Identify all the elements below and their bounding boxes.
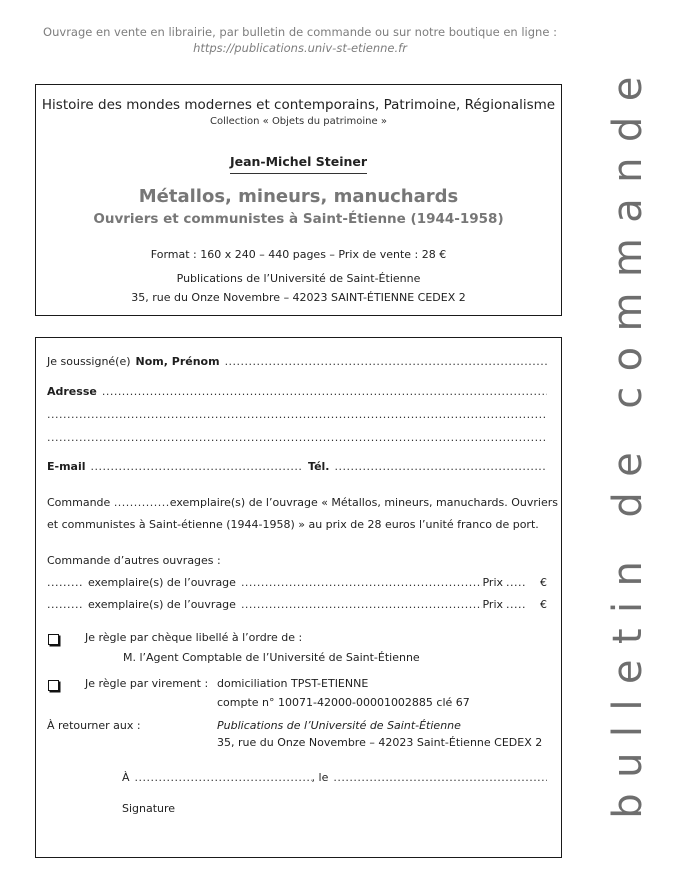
publisher-name: Publications de l’Université de Saint-Étienne bbox=[176, 272, 421, 285]
phone-field[interactable] bbox=[334, 460, 547, 473]
return-publisher: Publications de l’Université de Saint-Étienne bbox=[217, 719, 461, 732]
transfer-checkbox[interactable] bbox=[48, 680, 59, 691]
order-prefix: Commande bbox=[47, 496, 111, 509]
order-quantity-field[interactable]: .............. bbox=[113, 496, 170, 509]
place-date-line[interactable] bbox=[122, 771, 547, 784]
order-paragraph bbox=[47, 492, 558, 536]
email-label: E-mail bbox=[47, 460, 86, 473]
return-label: À retourner aux : bbox=[47, 719, 141, 732]
cheque-label: Je règle par chèque libellé à l’ordre de : bbox=[85, 631, 303, 644]
side-title-text: bulletin de commande bbox=[605, 60, 651, 819]
other-book-copies-1: exemplaire(s) de l’ouvrage bbox=[87, 576, 236, 589]
other-book-price-label-1: Prix bbox=[482, 576, 504, 589]
book-info-box bbox=[35, 84, 562, 316]
cheque-payee: M. l’Agent Comptable de l’Université de Saint-Étienne bbox=[123, 651, 420, 664]
order-text-1: exemplaire(s) de l’ouvrage « Métallos, mineurs, manuchards. Ouvriers bbox=[169, 496, 558, 509]
author-name: Jean-Michel Steiner bbox=[230, 154, 367, 174]
name-label: Nom, Prénom bbox=[135, 355, 220, 368]
other-book-price-2[interactable]: ..... bbox=[506, 598, 526, 611]
other-book-price-label-2: Prix bbox=[482, 598, 504, 611]
phone-label: Tél. bbox=[308, 460, 330, 473]
shop-url[interactable]: https://publications.univ-st-etienne.fr bbox=[193, 41, 407, 55]
collection-name: Collection « Objets du patrimoine » bbox=[210, 116, 387, 127]
address-line-3[interactable] bbox=[47, 431, 547, 444]
other-book-currency-2: € bbox=[540, 598, 547, 611]
address-field-1[interactable] bbox=[102, 385, 547, 398]
email-field[interactable] bbox=[91, 460, 304, 473]
date-prefix: , le bbox=[311, 771, 329, 784]
address-line-2[interactable] bbox=[47, 408, 547, 421]
contact-line[interactable] bbox=[47, 460, 547, 473]
cheque-checkbox[interactable] bbox=[48, 634, 59, 645]
order-text-2: et communistes à Saint-étienne (1944-1958) » au prix de 28 euros l’unité franco de port. bbox=[47, 518, 539, 531]
book-subtitle: Ouvriers et communistes à Saint-Étienne (1944-1958) bbox=[93, 211, 504, 227]
side-title bbox=[578, 60, 678, 819]
address-field-3[interactable] bbox=[47, 431, 547, 444]
name-field[interactable] bbox=[225, 355, 547, 368]
sales-note bbox=[0, 24, 600, 56]
book-title: Métallos, mineurs, manuchards bbox=[138, 186, 459, 207]
other-books-label: Commande d’autres ouvrages : bbox=[47, 554, 221, 567]
date-field[interactable] bbox=[333, 771, 547, 784]
other-book-line-1[interactable] bbox=[47, 576, 547, 589]
other-book-title-1[interactable] bbox=[241, 576, 483, 589]
series-title: Histoire des mondes modernes et contemporains, Patrimoine, Régionalisme bbox=[41, 97, 556, 113]
signature-label: Signature bbox=[122, 802, 176, 815]
transfer-label: Je règle par virement : bbox=[85, 677, 209, 690]
transfer-domiciliation: domiciliation TPST-ETIENNE bbox=[217, 677, 369, 690]
other-book-line-2[interactable] bbox=[47, 598, 547, 611]
address-label: Adresse bbox=[47, 385, 97, 398]
address-line-1[interactable] bbox=[47, 385, 547, 398]
place-field[interactable] bbox=[135, 771, 312, 784]
signee-prefix: Je soussigné(e) bbox=[47, 355, 131, 368]
book-format: Format : 160 x 240 – 440 pages – Prix de vente : 28 € bbox=[150, 248, 447, 261]
sales-note-text: Ouvrage en vente en librairie, par bulletin de commande ou sur notre boutique en ligne : bbox=[43, 25, 557, 39]
order-form bbox=[35, 337, 562, 858]
transfer-account: compte n° 10071-42000-00001002885 clé 67 bbox=[217, 696, 470, 709]
return-address: 35, rue du Onze Novembre – 42023 Saint-Étienne CEDEX 2 bbox=[217, 736, 543, 749]
author-wrap bbox=[36, 151, 561, 174]
address-field-2[interactable] bbox=[47, 408, 547, 421]
name-line[interactable] bbox=[47, 355, 547, 368]
other-book-qty-1[interactable]: ......... bbox=[47, 576, 83, 589]
other-book-price-1[interactable]: ..... bbox=[506, 576, 526, 589]
other-book-title-2[interactable] bbox=[241, 598, 483, 611]
place-prefix: À bbox=[122, 771, 130, 784]
other-book-currency-1: € bbox=[540, 576, 547, 589]
other-book-copies-2: exemplaire(s) de l’ouvrage bbox=[87, 598, 236, 611]
publisher-address: 35, rue du Onze Novembre – 42023 SAINT-ÉTIENNE CEDEX 2 bbox=[131, 291, 466, 304]
other-book-qty-2[interactable]: ......... bbox=[47, 598, 83, 611]
